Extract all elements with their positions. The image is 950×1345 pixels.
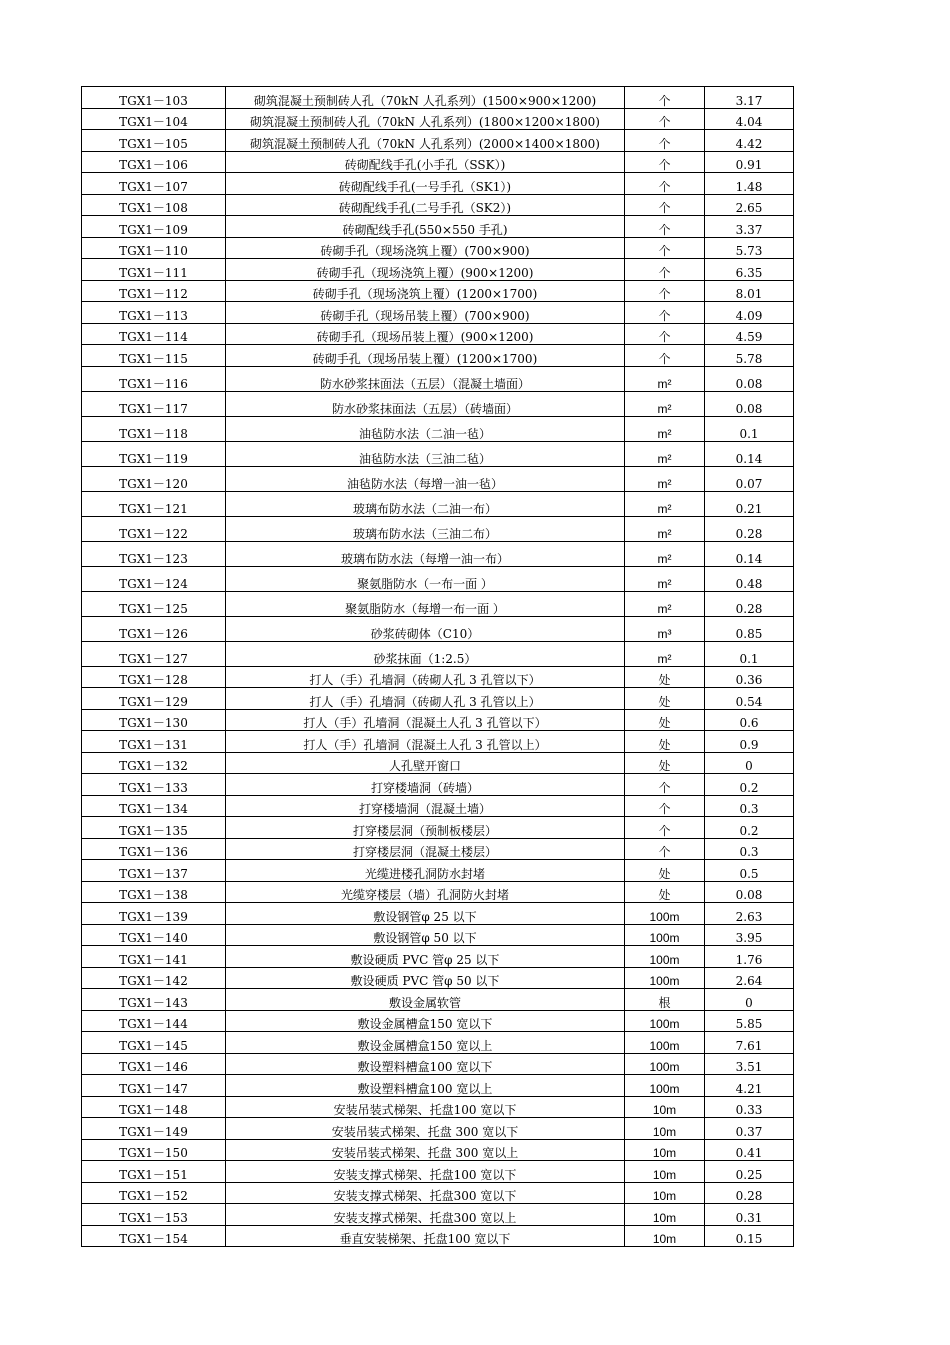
table-row [82, 345, 794, 367]
quota-unit: m² [625, 441, 705, 466]
table-row [82, 466, 794, 491]
quota-item-name: 敷设塑料槽盒100 宽以下 [226, 1053, 625, 1075]
quota-item-name: 油毡防水法（每增一油一毡） [226, 466, 625, 491]
quota-item-name: 敷设金属槽盒150 宽以上 [226, 1032, 625, 1054]
quota-item-name: 防水砂浆抹面法（五层）（混凝土墙面） [226, 366, 625, 391]
table-row [82, 709, 794, 731]
quota-value: 3.37 [705, 216, 794, 238]
quota-item-name: 垂直安装梯架、托盘100 宽以下 [226, 1225, 625, 1247]
quota-code: TGX1－153 [82, 1204, 226, 1226]
quota-code: TGX1－126 [82, 616, 226, 641]
quota-item-name: 玻璃布防水法（每增一油一布） [226, 541, 625, 566]
quota-unit: 10m [625, 1225, 705, 1247]
quota-item-name: 敷设钢管φ 50 以下 [226, 924, 625, 946]
quota-code: TGX1－143 [82, 989, 226, 1011]
quota-value: 0.31 [705, 1204, 794, 1226]
table-row [82, 967, 794, 989]
table-row [82, 752, 794, 774]
quota-code: TGX1－109 [82, 216, 226, 238]
quota-code: TGX1－108 [82, 194, 226, 216]
quota-code: TGX1－117 [82, 391, 226, 416]
quota-item-name: 打穿楼层洞（混凝土楼层） [226, 838, 625, 860]
quota-value: 0.5 [705, 860, 794, 882]
table-row [82, 1182, 794, 1204]
table-row [82, 87, 794, 109]
quota-value: 4.42 [705, 130, 794, 152]
quota-code: TGX1－116 [82, 366, 226, 391]
table-row [82, 491, 794, 516]
quota-item-name: 打穿楼墙洞（混凝土墙） [226, 795, 625, 817]
quota-code: TGX1－149 [82, 1118, 226, 1140]
quota-item-name: 安装吊装式梯架、托盘100 宽以下 [226, 1096, 625, 1118]
quota-value: 4.09 [705, 302, 794, 324]
quota-value: 0.25 [705, 1161, 794, 1183]
quota-item-name: 敷设塑料槽盒100 宽以上 [226, 1075, 625, 1097]
quota-code: TGX1－147 [82, 1075, 226, 1097]
quota-unit: 个 [625, 173, 705, 195]
quota-code: TGX1－119 [82, 441, 226, 466]
quota-unit: 个 [625, 302, 705, 324]
quota-item-name: 砖砌手孔（现场浇筑上覆）(1200×1700) [226, 280, 625, 302]
quota-item-name: 安装支撑式梯架、托盘300 宽以下 [226, 1182, 625, 1204]
quota-unit: 处 [625, 752, 705, 774]
quota-code: TGX1－152 [82, 1182, 226, 1204]
quota-value: 0.14 [705, 441, 794, 466]
quota-value: 0.14 [705, 541, 794, 566]
quota-unit: 处 [625, 731, 705, 753]
quota-unit: m² [625, 466, 705, 491]
table-row [82, 989, 794, 1011]
table-row [82, 616, 794, 641]
quota-unit: 处 [625, 860, 705, 882]
quota-unit: 处 [625, 709, 705, 731]
quota-item-name: 砂浆抹面（1:2.5） [226, 641, 625, 666]
quota-value: 0.1 [705, 416, 794, 441]
table-row [82, 194, 794, 216]
quota-value: 0.36 [705, 666, 794, 688]
quota-value: 0.37 [705, 1118, 794, 1140]
quota-item-name: 聚氨脂防水（每增一布一面 ） [226, 591, 625, 616]
quota-code: TGX1－154 [82, 1225, 226, 1247]
quota-item-name: 光缆穿楼层（墙）孔洞防火封堵 [226, 881, 625, 903]
quota-item-name: 敷设金属软管 [226, 989, 625, 1011]
quota-value: 0.07 [705, 466, 794, 491]
quota-unit: 个 [625, 838, 705, 860]
quota-value: 5.78 [705, 345, 794, 367]
table-row [82, 817, 794, 839]
table-row [82, 366, 794, 391]
quota-code: TGX1－142 [82, 967, 226, 989]
table-row [82, 774, 794, 796]
quota-code: TGX1－123 [82, 541, 226, 566]
quota-unit: 处 [625, 688, 705, 710]
table-row [82, 323, 794, 345]
quota-item-name: 聚氨脂防水（一布一面 ） [226, 566, 625, 591]
quota-code: TGX1－132 [82, 752, 226, 774]
quota-code: TGX1－133 [82, 774, 226, 796]
quota-unit: 处 [625, 881, 705, 903]
quota-unit: 个 [625, 194, 705, 216]
table-row [82, 237, 794, 259]
table-row [82, 1075, 794, 1097]
table-row [82, 1118, 794, 1140]
table-row [82, 860, 794, 882]
quota-code: TGX1－107 [82, 173, 226, 195]
quota-code: TGX1－112 [82, 280, 226, 302]
table-row [82, 1096, 794, 1118]
quota-code: TGX1－134 [82, 795, 226, 817]
quota-value: 0 [705, 989, 794, 1011]
quota-unit: 个 [625, 108, 705, 130]
quota-item-name: 玻璃布防水法（三油二布） [226, 516, 625, 541]
quota-item-name: 安装吊装式梯架、托盘 300 宽以上 [226, 1139, 625, 1161]
quota-code: TGX1－124 [82, 566, 226, 591]
table-row [82, 416, 794, 441]
quota-code: TGX1－104 [82, 108, 226, 130]
quota-code: TGX1－135 [82, 817, 226, 839]
quota-item-name: 安装支撑式梯架、托盘300 宽以上 [226, 1204, 625, 1226]
quota-value: 8.01 [705, 280, 794, 302]
quota-item-name: 人孔壁开窗口 [226, 752, 625, 774]
table-row [82, 151, 794, 173]
quota-value: 1.48 [705, 173, 794, 195]
quota-value: 7.61 [705, 1032, 794, 1054]
quota-unit: 100m [625, 1075, 705, 1097]
table-row [82, 795, 794, 817]
quota-code: TGX1－144 [82, 1010, 226, 1032]
quota-code: TGX1－103 [82, 87, 226, 109]
quota-code: TGX1－130 [82, 709, 226, 731]
quota-unit: m³ [625, 616, 705, 641]
quota-unit: 个 [625, 259, 705, 281]
table-row [82, 541, 794, 566]
table-row [82, 1139, 794, 1161]
quota-item-name: 打人（手）孔墙洞（混凝土人孔 3 孔管以上） [226, 731, 625, 753]
quota-value: 2.64 [705, 967, 794, 989]
table-row [82, 280, 794, 302]
table-row [82, 946, 794, 968]
quota-value: 4.21 [705, 1075, 794, 1097]
table-row [82, 924, 794, 946]
quota-unit: 10m [625, 1096, 705, 1118]
quota-item-name: 砌筑混凝土预制砖人孔（70kN 人孔系列）(2000×1400×1800) [226, 130, 625, 152]
quota-value: 0.85 [705, 616, 794, 641]
quota-value: 0.15 [705, 1225, 794, 1247]
quota-unit: m² [625, 391, 705, 416]
quota-item-name: 光缆进楼孔洞防水封堵 [226, 860, 625, 882]
quota-unit: 100m [625, 967, 705, 989]
quota-code: TGX1－127 [82, 641, 226, 666]
quota-value: 0.9 [705, 731, 794, 753]
quota-value: 3.51 [705, 1053, 794, 1075]
quota-unit: 100m [625, 946, 705, 968]
quota-unit: 100m [625, 903, 705, 925]
quota-item-name: 防水砂浆抹面法（五层）（砖墙面） [226, 391, 625, 416]
quota-item-name: 砖砌手孔（现场吊装上覆）(900×1200) [226, 323, 625, 345]
table-row [82, 591, 794, 616]
quota-value: 0.54 [705, 688, 794, 710]
quota-code: TGX1－120 [82, 466, 226, 491]
quota-table [81, 86, 794, 1247]
quota-value: 0 [705, 752, 794, 774]
quota-value: 0.48 [705, 566, 794, 591]
quota-code: TGX1－141 [82, 946, 226, 968]
quota-item-name: 打人（手）孔墙洞（砖砌人孔 3 孔管以下） [226, 666, 625, 688]
quota-item-name: 打穿楼墙洞（砖墙） [226, 774, 625, 796]
table-row [82, 1053, 794, 1075]
quota-value: 0.91 [705, 151, 794, 173]
quota-item-name: 砖砌手孔（现场吊装上覆）(700×900) [226, 302, 625, 324]
quota-unit: 个 [625, 237, 705, 259]
quota-code: TGX1－140 [82, 924, 226, 946]
quota-value: 0.3 [705, 838, 794, 860]
quota-unit: 个 [625, 817, 705, 839]
quota-unit: m² [625, 516, 705, 541]
quota-code: TGX1－136 [82, 838, 226, 860]
quota-value: 2.63 [705, 903, 794, 925]
quota-code: TGX1－105 [82, 130, 226, 152]
quota-code: TGX1－146 [82, 1053, 226, 1075]
quota-unit: 100m [625, 1010, 705, 1032]
quota-unit: m² [625, 416, 705, 441]
quota-value: 0.28 [705, 1182, 794, 1204]
table-row [82, 666, 794, 688]
quota-unit: 个 [625, 774, 705, 796]
quota-code: TGX1－139 [82, 903, 226, 925]
quota-item-name: 安装吊装式梯架、托盘 300 宽以下 [226, 1118, 625, 1140]
quota-item-name: 砖砌手孔（现场吊装上覆）(1200×1700) [226, 345, 625, 367]
table-row [82, 1204, 794, 1226]
quota-unit: 个 [625, 151, 705, 173]
table-row [82, 903, 794, 925]
quota-value: 0.1 [705, 641, 794, 666]
table-row [82, 391, 794, 416]
table-row [82, 566, 794, 591]
quota-value: 4.04 [705, 108, 794, 130]
quota-value: 3.17 [705, 87, 794, 109]
table-row [82, 1032, 794, 1054]
table-row [82, 441, 794, 466]
quota-item-name: 砌筑混凝土预制砖人孔（70kN 人孔系列）(1500×900×1200) [226, 87, 625, 109]
quota-unit: 10m [625, 1161, 705, 1183]
table-row [82, 688, 794, 710]
quota-code: TGX1－113 [82, 302, 226, 324]
quota-unit: 个 [625, 216, 705, 238]
quota-value: 0.6 [705, 709, 794, 731]
quota-item-name: 砌筑混凝土预制砖人孔（70kN 人孔系列）(1800×1200×1800) [226, 108, 625, 130]
quota-value: 0.33 [705, 1096, 794, 1118]
quota-code: TGX1－118 [82, 416, 226, 441]
quota-unit: 处 [625, 666, 705, 688]
quota-value: 0.41 [705, 1139, 794, 1161]
quota-unit: 个 [625, 323, 705, 345]
quota-item-name: 敷设硬质 PVC 管φ 50 以下 [226, 967, 625, 989]
quota-item-name: 敷设金属槽盒150 宽以下 [226, 1010, 625, 1032]
quota-value: 0.2 [705, 774, 794, 796]
quota-item-name: 玻璃布防水法（二油一布） [226, 491, 625, 516]
quota-table-body [82, 87, 794, 1247]
quota-code: TGX1－129 [82, 688, 226, 710]
quota-unit: 个 [625, 130, 705, 152]
quota-code: TGX1－122 [82, 516, 226, 541]
quota-unit: 10m [625, 1139, 705, 1161]
table-row [82, 302, 794, 324]
quota-item-name: 油毡防水法（三油二毡） [226, 441, 625, 466]
quota-value: 5.73 [705, 237, 794, 259]
quota-code: TGX1－125 [82, 591, 226, 616]
quota-unit: 个 [625, 87, 705, 109]
table-row [82, 1225, 794, 1247]
quota-unit: 100m [625, 924, 705, 946]
quota-code: TGX1－148 [82, 1096, 226, 1118]
quota-unit: m² [625, 566, 705, 591]
quota-item-name: 砖砌手孔（现场浇筑上覆）(900×1200) [226, 259, 625, 281]
quota-value: 6.35 [705, 259, 794, 281]
quota-unit: 个 [625, 280, 705, 302]
quota-unit: 10m [625, 1118, 705, 1140]
quota-item-name: 打人（手）孔墙洞（混凝土人孔 3 孔管以下） [226, 709, 625, 731]
table-row [82, 173, 794, 195]
quota-code: TGX1－114 [82, 323, 226, 345]
quota-item-name: 砂浆砖砌体（C10） [226, 616, 625, 641]
table-row [82, 108, 794, 130]
table-row [82, 838, 794, 860]
quota-value: 5.85 [705, 1010, 794, 1032]
quota-code: TGX1－150 [82, 1139, 226, 1161]
quota-unit: 100m [625, 1053, 705, 1075]
quota-value: 0.3 [705, 795, 794, 817]
quota-value: 0.08 [705, 366, 794, 391]
quota-unit: m² [625, 491, 705, 516]
quota-unit: m² [625, 541, 705, 566]
quota-value: 0.28 [705, 591, 794, 616]
quota-item-name: 砖砌配线手孔(小手孔（SSK）) [226, 151, 625, 173]
quota-item-name: 安装支撑式梯架、托盘100 宽以下 [226, 1161, 625, 1183]
table-row [82, 216, 794, 238]
quota-item-name: 砖砌配线手孔(550×550 手孔) [226, 216, 625, 238]
quota-unit: 个 [625, 345, 705, 367]
quota-code: TGX1－110 [82, 237, 226, 259]
quota-code: TGX1－106 [82, 151, 226, 173]
table-row [82, 130, 794, 152]
quota-item-name: 敷设硬质 PVC 管φ 25 以下 [226, 946, 625, 968]
quota-value: 2.65 [705, 194, 794, 216]
table-row [82, 1161, 794, 1183]
quota-item-name: 砖砌配线手孔(二号手孔（SK2）) [226, 194, 625, 216]
quota-item-name: 砖砌配线手孔(一号手孔（SK1）) [226, 173, 625, 195]
quota-unit: m² [625, 366, 705, 391]
quota-unit: 个 [625, 795, 705, 817]
table-row [82, 641, 794, 666]
quota-unit: m² [625, 591, 705, 616]
quota-value: 0.08 [705, 881, 794, 903]
quota-value: 0.21 [705, 491, 794, 516]
table-row [82, 731, 794, 753]
quota-unit: 10m [625, 1204, 705, 1226]
quota-item-name: 砖砌手孔（现场浇筑上覆）(700×900) [226, 237, 625, 259]
quota-code: TGX1－145 [82, 1032, 226, 1054]
quota-value: 0.08 [705, 391, 794, 416]
quota-code: TGX1－111 [82, 259, 226, 281]
quota-value: 3.95 [705, 924, 794, 946]
table-row [82, 881, 794, 903]
quota-code: TGX1－121 [82, 491, 226, 516]
quota-item-name: 打人（手）孔墙洞（砖砌人孔 3 孔管以上） [226, 688, 625, 710]
quota-item-name: 油毡防水法（二油一毡） [226, 416, 625, 441]
quota-code: TGX1－131 [82, 731, 226, 753]
quota-code: TGX1－115 [82, 345, 226, 367]
quota-unit: m² [625, 641, 705, 666]
quota-item-name: 打穿楼层洞（预制板楼层） [226, 817, 625, 839]
table-row [82, 259, 794, 281]
table-row [82, 516, 794, 541]
quota-code: TGX1－138 [82, 881, 226, 903]
quota-item-name: 敷设钢管φ 25 以下 [226, 903, 625, 925]
quota-value: 0.28 [705, 516, 794, 541]
quota-unit: 根 [625, 989, 705, 1011]
quota-unit: 10m [625, 1182, 705, 1204]
quota-value: 4.59 [705, 323, 794, 345]
quota-value: 1.76 [705, 946, 794, 968]
quota-unit: 100m [625, 1032, 705, 1054]
quota-value: 0.2 [705, 817, 794, 839]
quota-code: TGX1－128 [82, 666, 226, 688]
table-row [82, 1010, 794, 1032]
quota-code: TGX1－137 [82, 860, 226, 882]
quota-code: TGX1－151 [82, 1161, 226, 1183]
